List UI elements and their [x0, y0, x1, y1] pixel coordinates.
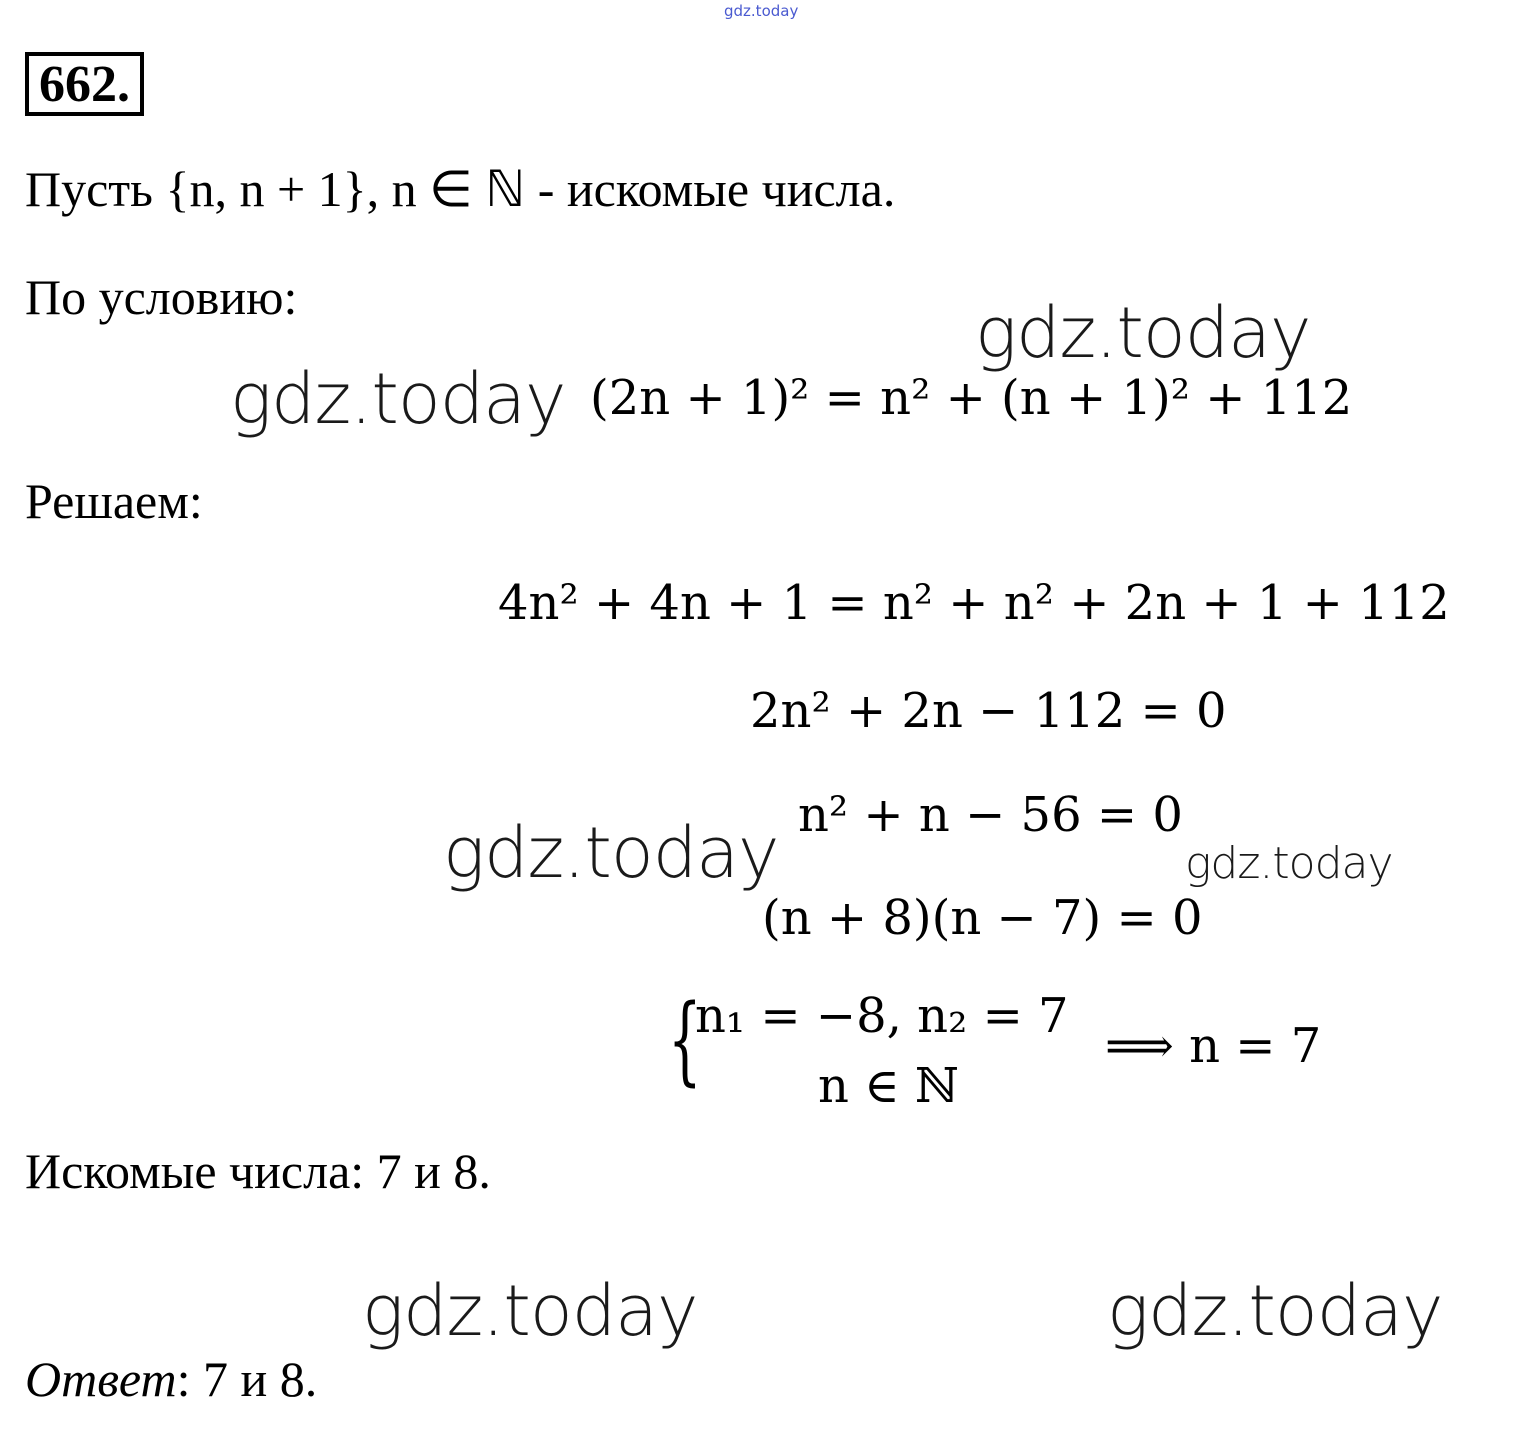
watermark: gdz.today: [975, 292, 1311, 374]
watermark: gdz.today: [230, 358, 566, 440]
intro-text: Пусть {n, n + 1}, n ∈ ℕ - искомые числа.: [25, 161, 896, 217]
solve-label: Решаем:: [25, 473, 203, 529]
answer-label: Ответ: [25, 1351, 177, 1407]
result-text: Искомые числа: 7 и 8.: [25, 1143, 491, 1199]
step-3: n² + n − 56 = 0: [798, 787, 1183, 843]
step-2: 2n² + 2n − 112 = 0: [750, 683, 1227, 739]
watermark: gdz.today: [1185, 838, 1393, 889]
watermark: gdz.today: [1107, 1270, 1443, 1352]
answer-line: [25, 1350, 317, 1408]
system-result: ⟹ n = 7: [1105, 1018, 1322, 1074]
watermark-top: gdz.today: [724, 2, 799, 20]
main-equation: (2n + 1)² = n² + (n + 1)² + 112: [590, 370, 1353, 426]
step-4: (n + 8)(n − 7) = 0: [762, 890, 1203, 946]
problem-number: 662.: [25, 52, 144, 116]
step-1: 4n² + 4n + 1 = n² + n² + 2n + 1 + 112: [498, 575, 1450, 631]
condition-label: По условию:: [25, 269, 298, 325]
system-brace: {: [668, 984, 702, 1096]
system-line-1: n₁ = −8, n₂ = 7: [695, 988, 1069, 1044]
watermark: gdz.today: [362, 1270, 698, 1352]
watermark: gdz.today: [443, 812, 779, 894]
answer-value: : 7 и 8.: [176, 1351, 318, 1407]
system-line-2: n ∈ ℕ: [818, 1058, 959, 1114]
